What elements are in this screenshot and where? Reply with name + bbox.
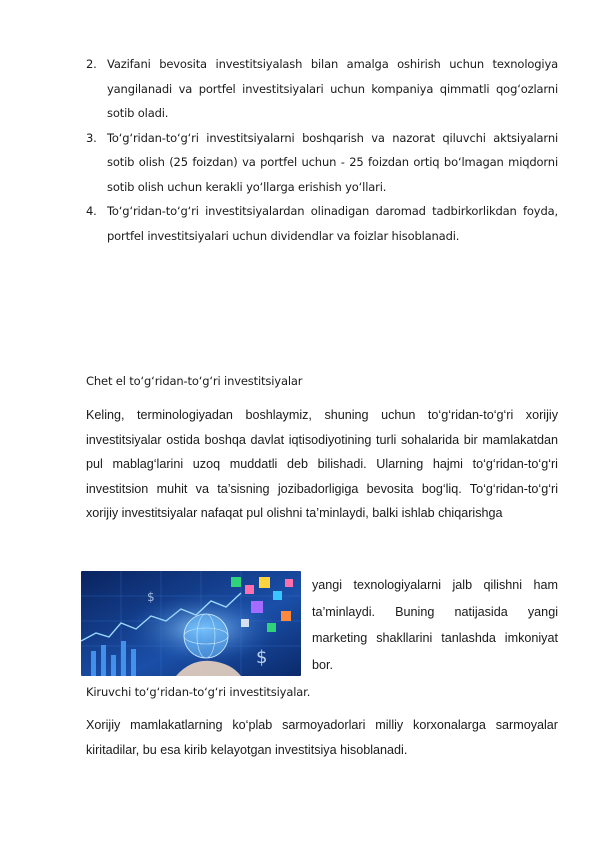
list-item-text: To‘g‘ridan-to‘g‘ri investitsiyalardan olinadigan daromad tadbirkorlikdan foyda, portfel investitsiyalari uchun dividendlar va foizlar hisoblanadi.: [107, 204, 558, 243]
section-paragraph: Xorijiy mamlakatlarning ko‘plab sarmoyadorlari milliy korxonalarga sarmoyalar kiritadilar, bu esa kirib kelayotgan investitsiya hisoblanadi.: [86, 718, 558, 757]
list-item: [86, 52, 558, 126]
section-paragraph: Keling, terminologiyadan boshlaymiz, shuning uchun to‘g‘ridan-to‘g‘ri xorijiy investitsiyalar ostida boshqa davlat iqtisodiyotining turli sohalarida bir mamlakatdan pul mablag‘larini uzoq muddatli deb bilishadi. Ularning hajmi to‘g‘ridan-to‘g‘ri investitsion muhit va ta’sisning jozibadorligiga bevosita bog‘liq. To‘g‘ridan-to‘g‘ri xorijiy investitsiyalar nafaqat pul olishni ta’minlaydi, balki ishlab chiqarishga: [86, 408, 558, 520]
list-item-number: 2.: [86, 57, 97, 71]
numbered-list: [86, 52, 558, 248]
list-item-text: Vazifani bevosita investitsiyalash bilan amalga oshirish uchun texnologiya yangilanadi va portfel investitsiyalari uchun kompaniya qimmatli qog‘ozlarni sotib oladi.: [107, 57, 558, 120]
list-item-number: 4.: [86, 204, 97, 218]
section-paragraph-continued: yangi texnologiyalarni jalb qilishni ham ta’minlaydi. Buning natijasida yangi marketing shakllarini tanlashda imkoniyat bor.: [312, 578, 558, 672]
svg-text:$: $: [147, 590, 155, 604]
finance-globe-image: [81, 571, 301, 676]
section-heading-inbound-investment: Kiruvchi to‘g‘ridan-to‘g‘ri investitsiyalar.: [86, 685, 311, 699]
list-item: [86, 199, 558, 248]
list-item-number: 3.: [86, 130, 97, 145]
section-heading-foreign-direct-investment: Chet el to‘g‘ridan-to‘g‘ri investitsiyalar: [86, 374, 303, 388]
investment-illustration: [81, 571, 301, 676]
list-item: [86, 126, 558, 200]
svg-text:$: $: [256, 647, 268, 668]
list-item-text: To‘g‘ridan-to‘g‘ri investitsiyalarni boshqarish va nazorat qiluvchi aktsiyalarni sotib olish (25 foizdan) va portfel uchun - 25 foizdan ortiq bo‘lmagan miqdorni sotib olish uchun kerakli yo‘llarga erishish yo‘llari.: [107, 130, 558, 194]
